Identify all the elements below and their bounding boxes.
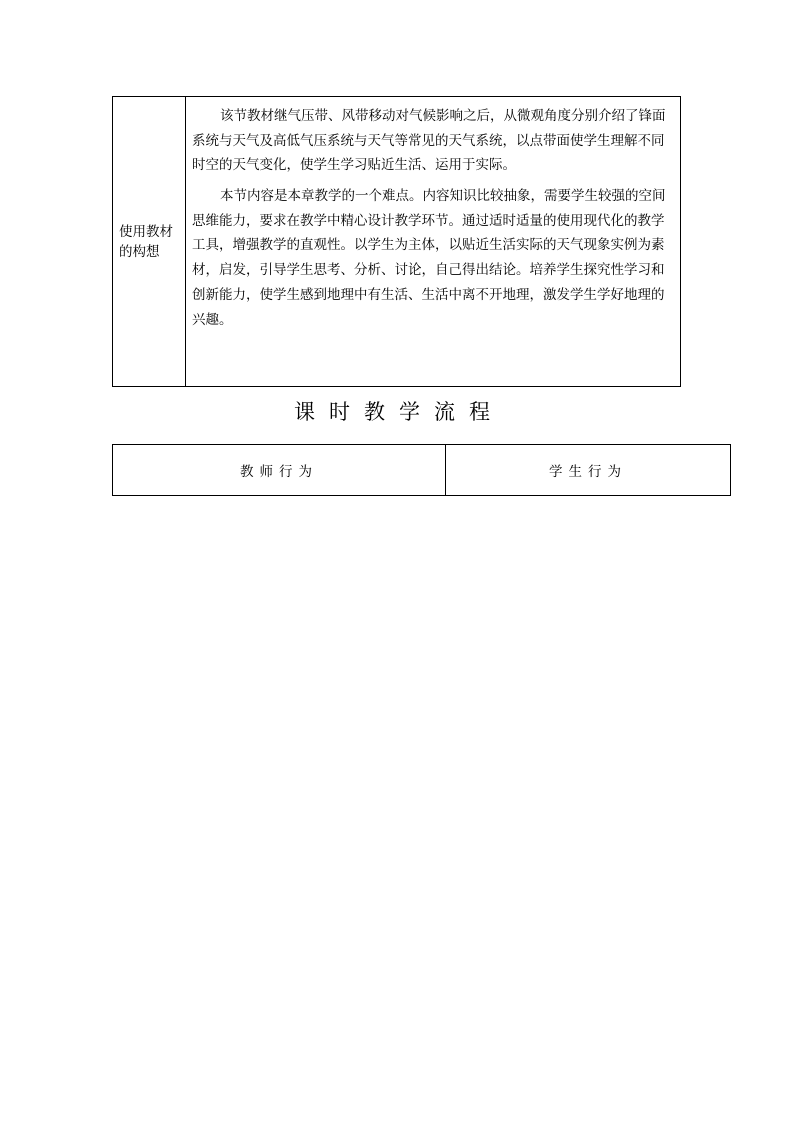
material-usage-label: 使用教材的构想 [119, 224, 173, 260]
teacher-behavior-header: 教师行为 [113, 445, 446, 495]
lesson-flow-table [112, 444, 731, 496]
material-usage-label-cell [113, 97, 186, 386]
material-usage-paragraph-1: 该节教材继气压带、风带移动对气候影响之后，从微观角度分别介绍了锋面系统与天气及高低气压系统与天气等常见的天气系统，以点带面使学生理解不同时空的天气变化，使学生学习贴近生活、运用于实际。 [192, 108, 666, 174]
material-usage-content-cell [186, 97, 680, 386]
material-usage-paragraph-2: 本节内容是本章教学的一个难点。内容知识比较抽象，需要学生较强的空间思维能力，要求在教学中精心设计教学环节。通过适时适量的使用现代化的教学工具，增强教学的直观性。以学生为主体，以贴近生活实际的天气现象实例为素材，启发，引导学生思考、分析、讨论，自己得出结论。培养学生探究性学习和创新能力，使学生感到地理中有生活、生活中离不开地理，激发学生学好地理的兴趣。 [192, 188, 666, 328]
section-title: 课时教学流程 [294, 400, 504, 424]
material-usage-table [112, 96, 681, 387]
student-behavior-header: 学生行为 [549, 464, 627, 480]
